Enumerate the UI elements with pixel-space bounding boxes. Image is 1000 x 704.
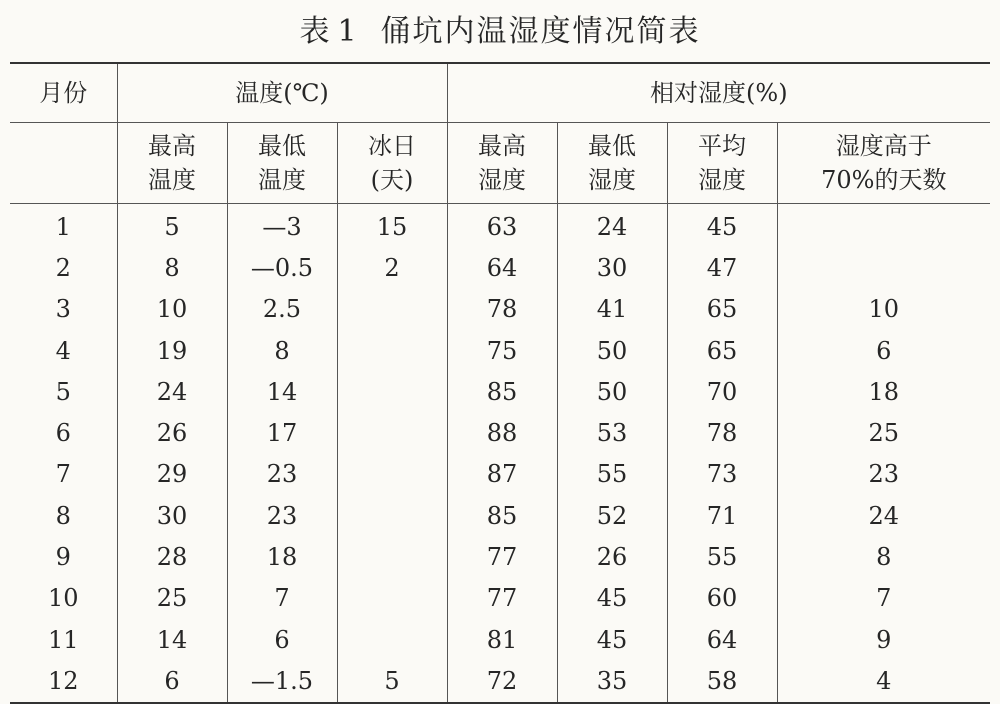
- cell-max-humidity: 72: [447, 660, 557, 702]
- cell-days-over-70: 10: [777, 289, 990, 330]
- header-ice-days: 冰日 (天): [337, 123, 447, 204]
- cell-min-temp: 23: [227, 495, 337, 536]
- cell-ice-days: 2: [337, 247, 447, 288]
- header-max-temp: 最高 温度: [117, 123, 227, 204]
- header-days-over-70: 湿度高于 70%的天数: [777, 123, 990, 204]
- cell-ice-days: [337, 495, 447, 536]
- cell-min-temp: 2.5: [227, 289, 337, 330]
- cell-ice-days: [337, 578, 447, 619]
- cell-max-temp: 26: [117, 412, 227, 453]
- cell-min-humidity: 52: [557, 495, 667, 536]
- cell-max-humidity: 77: [447, 536, 557, 577]
- cell-max-humidity: 85: [447, 371, 557, 412]
- cell-avg-humidity: 55: [667, 536, 777, 577]
- cell-min-temp: —0.5: [227, 247, 337, 288]
- header-humidity: 相对湿度(%): [447, 63, 990, 123]
- cell-max-humidity: 78: [447, 289, 557, 330]
- caption-text: 俑坑内温湿度情况简表: [380, 14, 701, 49]
- cell-max-humidity: 85: [447, 495, 557, 536]
- cell-max-temp: 10: [117, 289, 227, 330]
- cell-min-humidity: 41: [557, 289, 667, 330]
- table-row: [10, 204, 990, 248]
- table-row: [10, 289, 990, 330]
- cell-ice-days: [337, 371, 447, 412]
- cell-avg-humidity: 65: [667, 330, 777, 371]
- cell-max-humidity: 81: [447, 619, 557, 660]
- cell-min-humidity: 53: [557, 412, 667, 453]
- cell-min-humidity: 50: [557, 371, 667, 412]
- cell-avg-humidity: 73: [667, 454, 777, 495]
- cell-days-over-70: [777, 247, 990, 288]
- cell-max-temp: 28: [117, 536, 227, 577]
- table-row: [10, 330, 990, 371]
- table-row: [10, 619, 990, 660]
- table-row: [10, 247, 990, 288]
- cell-month: 2: [55, 253, 71, 282]
- header-month: 月份: [10, 63, 117, 123]
- cell-avg-humidity: 78: [667, 412, 777, 453]
- cell-ice-days: 15: [337, 204, 447, 248]
- cell-month: 8: [55, 501, 71, 530]
- header-min-temp: 最低 温度: [227, 123, 337, 204]
- cell-max-temp: 24: [117, 371, 227, 412]
- table-row: [10, 660, 990, 702]
- cell-min-humidity: 45: [557, 619, 667, 660]
- cell-avg-humidity: 70: [667, 371, 777, 412]
- cell-max-temp: 6: [117, 660, 227, 702]
- table-body: [10, 204, 990, 703]
- cell-ice-days: [337, 454, 447, 495]
- cell-avg-humidity: 64: [667, 619, 777, 660]
- cell-min-temp: —3: [227, 204, 337, 248]
- cell-avg-humidity: 65: [667, 289, 777, 330]
- table-row: [10, 495, 990, 536]
- cell-days-over-70: 18: [777, 371, 990, 412]
- cell-min-temp: 6: [227, 619, 337, 660]
- cell-max-temp: 14: [117, 619, 227, 660]
- cell-min-humidity: 30: [557, 247, 667, 288]
- cell-days-over-70: [777, 204, 990, 248]
- cell-days-over-70: 8: [777, 536, 990, 577]
- cell-min-temp: —1.5: [227, 660, 337, 702]
- cell-min-temp: 7: [227, 578, 337, 619]
- cell-max-temp: 19: [117, 330, 227, 371]
- cell-max-temp: 8: [117, 247, 227, 288]
- cell-month: 9: [55, 543, 71, 572]
- cell-month: 12: [47, 666, 79, 695]
- cell-max-humidity: 88: [447, 412, 557, 453]
- cell-ice-days: [337, 619, 447, 660]
- cell-avg-humidity: 45: [667, 204, 777, 248]
- cell-ice-days: [337, 330, 447, 371]
- header-avg-humidity: 平均 湿度: [667, 123, 777, 204]
- header-max-humidity: 最高 湿度: [447, 123, 557, 204]
- cell-min-humidity: 26: [557, 536, 667, 577]
- caption-label: 表: [299, 14, 332, 49]
- cell-days-over-70: 6: [777, 330, 990, 371]
- cell-max-temp: 5: [117, 204, 227, 248]
- cell-min-humidity: 55: [557, 454, 667, 495]
- cell-max-humidity: 75: [447, 330, 557, 371]
- table-caption: [0, 6, 1000, 50]
- header-temperature: 温度(℃): [117, 63, 447, 123]
- table-header: [10, 63, 990, 204]
- caption-number: 1: [337, 14, 359, 49]
- cell-min-temp: 14: [227, 371, 337, 412]
- cell-avg-humidity: 60: [667, 578, 777, 619]
- cell-max-temp: 29: [117, 454, 227, 495]
- cell-ice-days: 5: [337, 660, 447, 702]
- cell-min-temp: 18: [227, 536, 337, 577]
- table-row: [10, 536, 990, 577]
- table-row: [10, 412, 990, 453]
- cell-days-over-70: 23: [777, 454, 990, 495]
- cell-ice-days: [337, 289, 447, 330]
- cell-days-over-70: 4: [777, 660, 990, 702]
- table-row: [10, 454, 990, 495]
- climate-table: [10, 62, 990, 704]
- cell-ice-days: [337, 412, 447, 453]
- cell-days-over-70: 24: [777, 495, 990, 536]
- cell-month: 3: [55, 295, 71, 324]
- cell-min-humidity: 50: [557, 330, 667, 371]
- cell-avg-humidity: 47: [667, 247, 777, 288]
- cell-days-over-70: 25: [777, 412, 990, 453]
- cell-max-temp: 30: [117, 495, 227, 536]
- cell-avg-humidity: 58: [667, 660, 777, 702]
- cell-min-humidity: 35: [557, 660, 667, 702]
- header-min-humidity: 最低 湿度: [557, 123, 667, 204]
- cell-max-humidity: 87: [447, 454, 557, 495]
- cell-month: 10: [47, 584, 79, 613]
- table-row: [10, 371, 990, 412]
- cell-month: 7: [55, 460, 71, 489]
- cell-min-temp: 8: [227, 330, 337, 371]
- cell-max-temp: 25: [117, 578, 227, 619]
- cell-month: 5: [55, 377, 71, 406]
- cell-ice-days: [337, 536, 447, 577]
- cell-max-humidity: 63: [447, 204, 557, 248]
- cell-month: 4: [55, 336, 71, 365]
- cell-days-over-70: 7: [777, 578, 990, 619]
- cell-min-humidity: 24: [557, 204, 667, 248]
- cell-max-humidity: 64: [447, 247, 557, 288]
- cell-min-temp: 17: [227, 412, 337, 453]
- table-row: [10, 578, 990, 619]
- cell-month: 11: [47, 625, 79, 654]
- header-empty: [10, 123, 117, 204]
- cell-days-over-70: 9: [777, 619, 990, 660]
- cell-min-humidity: 45: [557, 578, 667, 619]
- cell-month: 6: [55, 419, 71, 448]
- cell-min-temp: 23: [227, 454, 337, 495]
- cell-month: 1: [55, 212, 71, 241]
- cell-max-humidity: 77: [447, 578, 557, 619]
- cell-avg-humidity: 71: [667, 495, 777, 536]
